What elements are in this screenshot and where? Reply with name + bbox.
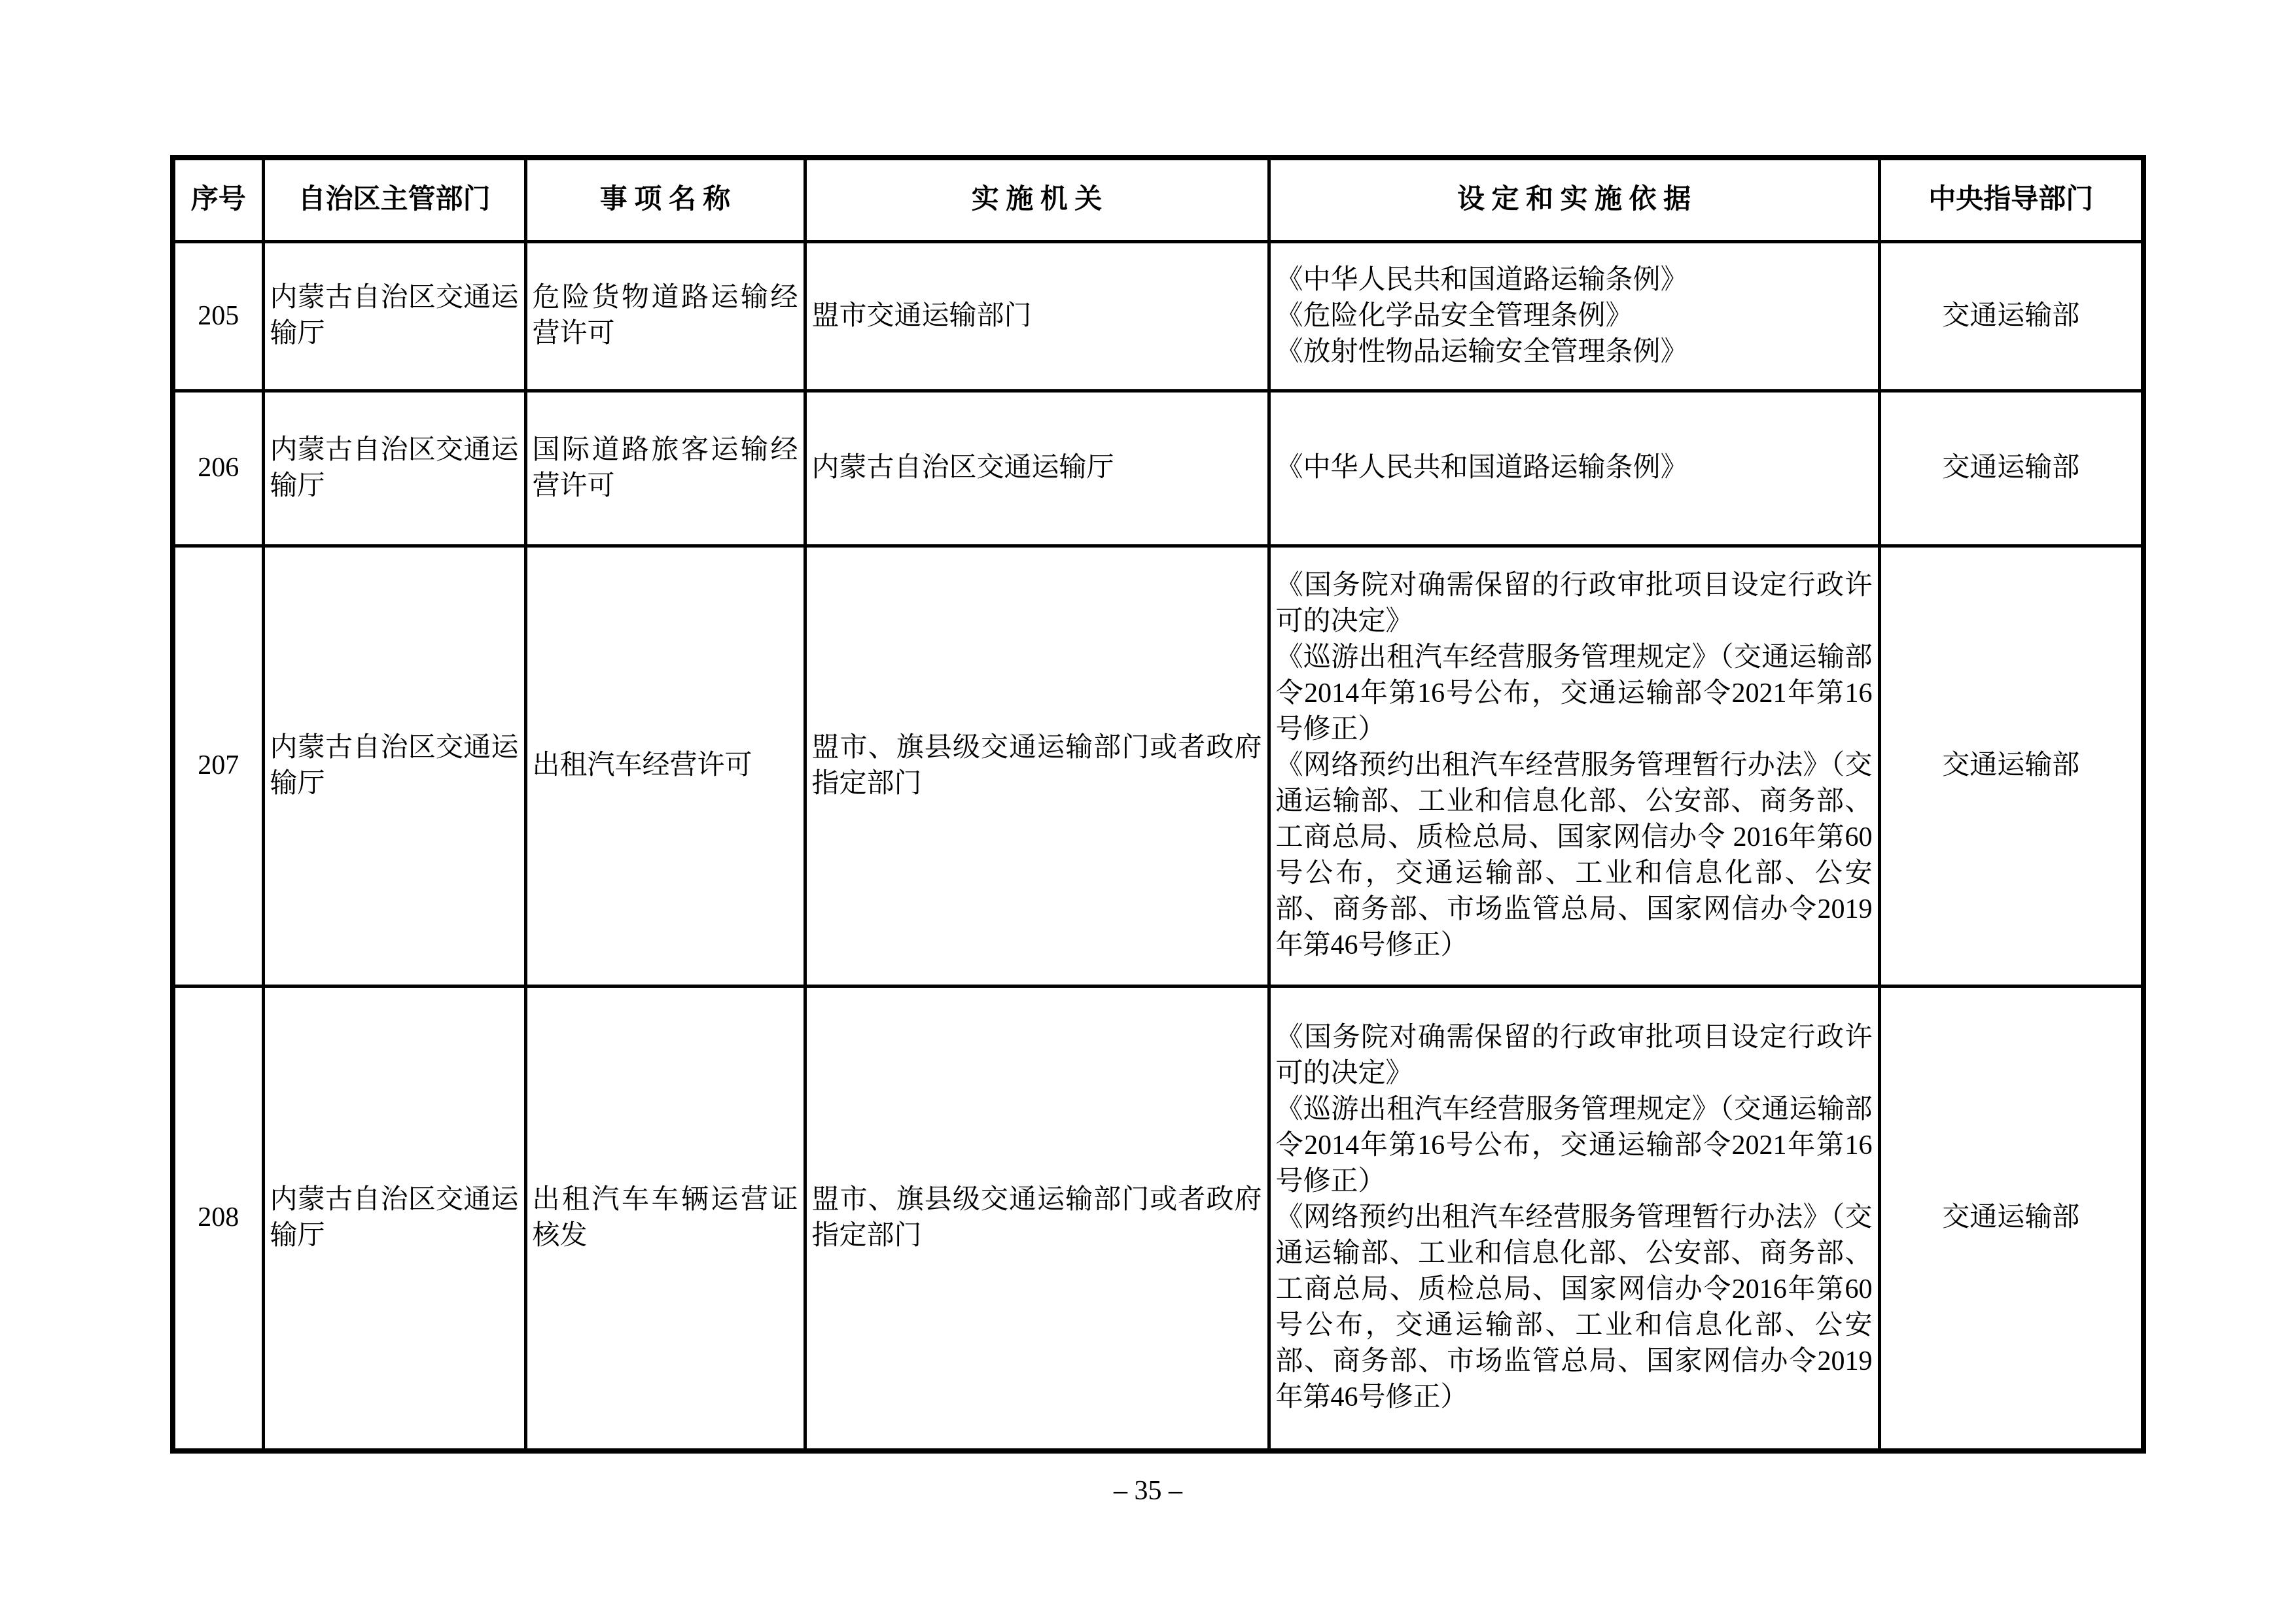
cell-item-name: 国际道路旅客运输经营许可 <box>525 391 805 546</box>
cell-item-name: 危险货物道路运输经营许可 <box>525 241 805 391</box>
page-number: – 35 – <box>1114 1476 1182 1506</box>
col-header-item-name: 事 项 名 称 <box>525 158 805 241</box>
cell-department: 内蒙古自治区交通运输厅 <box>263 391 525 546</box>
cell-central-dept: 交通运输部 <box>1879 391 2144 546</box>
basis-line: 《网络预约出租汽车经营服务管理暂行办法》（交通运输部、工业和信息化部、公安部、商务部、工商总局、质检总局、国家网信办令 2016年第60号公布，交通运输部、工业和信息化部、公安部、商务部、市场监管总局、国家网信办令2019年第46号修正） <box>1275 750 1873 960</box>
basis-line: 《中华人民共和国道路运输条例》 <box>1275 264 1688 295</box>
col-header-agency: 实 施 机 关 <box>805 158 1269 241</box>
basis-line: 《巡游出租汽车经营服务管理规定》（交通运输部令2014年第16号公布，交通运输部令2021年第16号修正） <box>1275 642 1873 744</box>
cell-agency: 盟市交通运输部门 <box>805 241 1269 391</box>
table-row-207 <box>173 546 2144 986</box>
table-row-208 <box>173 986 2144 1451</box>
cell-basis <box>1269 546 1879 986</box>
basis-line: 《中华人民共和国道路运输条例》 <box>1275 453 1688 483</box>
col-header-basis: 设 定 和 实 施 依 据 <box>1269 158 1879 241</box>
cell-basis <box>1269 986 1879 1451</box>
col-header-department: 自治区主管部门 <box>263 158 525 241</box>
cell-central-dept: 交通运输部 <box>1879 241 2144 391</box>
col-header-central-dept: 中央指导部门 <box>1879 158 2144 241</box>
cell-item-name: 出租汽车车辆运营证核发 <box>525 986 805 1451</box>
basis-line: 《国务院对确需保留的行政审批项目设定行政许可的决定》 <box>1275 1022 1873 1089</box>
cell-basis <box>1269 241 1879 391</box>
table-header-row <box>173 158 2144 241</box>
cell-department: 内蒙古自治区交通运输厅 <box>263 986 525 1451</box>
col-header-serial: 序号 <box>173 158 263 241</box>
cell-serial: 208 <box>173 986 263 1451</box>
table-row-205 <box>173 241 2144 391</box>
cell-department: 内蒙古自治区交通运输厅 <box>263 546 525 986</box>
cell-agency: 盟市、旗县级交通运输部门或者政府指定部门 <box>805 986 1269 1451</box>
table-row-206 <box>173 391 2144 546</box>
cell-department: 内蒙古自治区交通运输厅 <box>263 241 525 391</box>
approval-items-table <box>170 155 2146 1454</box>
basis-line: 《巡游出租汽车经营服务管理规定》（交通运输部令2014年第16号公布，交通运输部令2021年第16号修正） <box>1275 1094 1873 1197</box>
cell-agency: 盟市、旗县级交通运输部门或者政府指定部门 <box>805 546 1269 986</box>
cell-item-name: 出租汽车经营许可 <box>525 546 805 986</box>
cell-agency: 内蒙古自治区交通运输厅 <box>805 391 1269 546</box>
cell-serial: 205 <box>173 241 263 391</box>
basis-line: 《危险化学品安全管理条例》 <box>1275 300 1633 331</box>
cell-central-dept: 交通运输部 <box>1879 986 2144 1451</box>
basis-line: 《放射性物品运输安全管理条例》 <box>1275 336 1688 367</box>
cell-central-dept: 交通运输部 <box>1879 546 2144 986</box>
cell-serial: 206 <box>173 391 263 546</box>
basis-line: 《国务院对确需保留的行政审批项目设定行政许可的决定》 <box>1275 570 1873 637</box>
cell-serial: 207 <box>173 546 263 986</box>
cell-basis <box>1269 391 1879 546</box>
basis-line: 《网络预约出租汽车经营服务管理暂行办法》（交通运输部、工业和信息化部、公安部、商务部、工商总局、质检总局、国家网信办令2016年第60号公布，交通运输部、工业和信息化部、公安部、商务部、市场监管总局、国家网信办令2019年第46号修正） <box>1275 1202 1873 1413</box>
